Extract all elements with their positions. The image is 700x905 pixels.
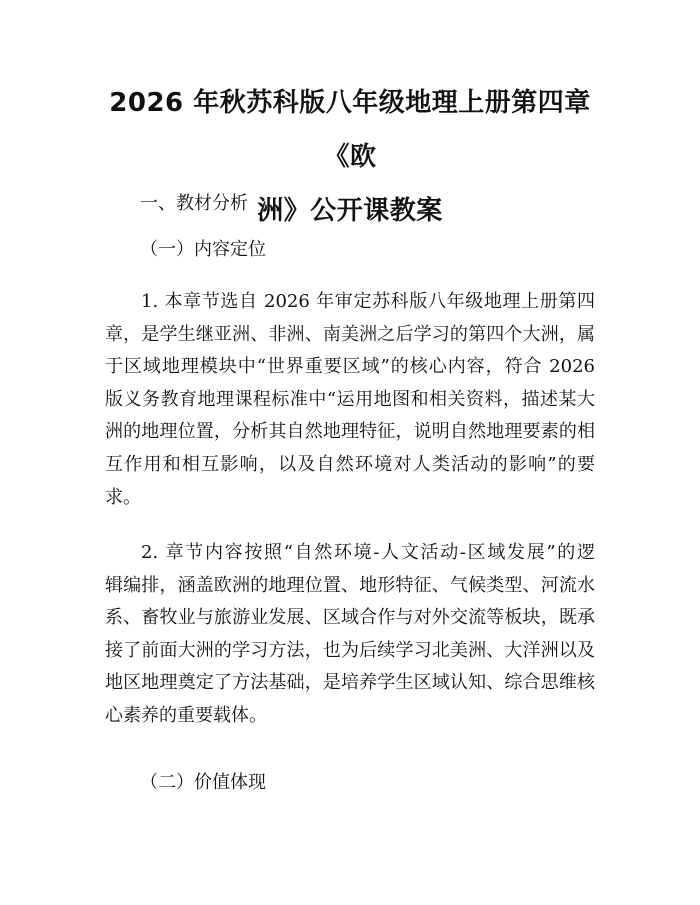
paragraph-line: 地区地理奠定了方法基础，是培养学生区域认知、综合思维核: [105, 672, 595, 694]
paragraph-line: 洲的地理位置，分析其自然地理特征，说明自然地理要素的相: [105, 421, 595, 443]
paragraph-line: 心素养的重要载体。: [105, 704, 267, 726]
paragraph-line: 接了前面大洲的学习方法，也为后续学习北美洲、大洋洲以及: [105, 639, 595, 661]
paragraph-line: 互作用和相互影响，以及自然环境对人类活动的影响”的要: [105, 453, 595, 475]
paragraph-line: 于区域地理模块中“世界重要区域”的核心内容，符合 2026: [105, 356, 595, 378]
paragraph-line: 1. 本章节选自 2026 年审定苏科版八年级地理上册第四: [141, 291, 595, 312]
section-heading-textbook-analysis: 一、教材分析: [140, 193, 248, 214]
paragraph-line: 2. 章节内容按照“自然环境-人文活动-区域发展”的逻: [141, 542, 595, 563]
paragraph-2: [105, 537, 595, 733]
paragraph-line: 版义务教育地理课程标准中“运用地图和相关资料，描述某大: [105, 388, 595, 410]
title-line: 2026 年秋苏科版八年级地理上册第四章《欧: [109, 88, 591, 172]
paragraph-line: 求。: [105, 486, 141, 508]
paragraph-line: 章，是学生继亚洲、非洲、南美洲之后学习的第四个大洲，属: [105, 323, 595, 345]
title-line: 洲》公开课教案: [257, 196, 443, 226]
subsection-heading-content-positioning: （一）内容定位: [140, 239, 266, 260]
paragraph-line: 辑编排，涵盖欧洲的地理位置、地形特征、气候类型、河流水: [105, 574, 595, 596]
subsection-heading-value: （二）价值体现: [140, 772, 266, 793]
paragraph-line: 系、畜牧业与旅游业发展、区域合作与对外交流等板块，既承: [105, 607, 595, 629]
paragraph-1: [105, 286, 595, 514]
